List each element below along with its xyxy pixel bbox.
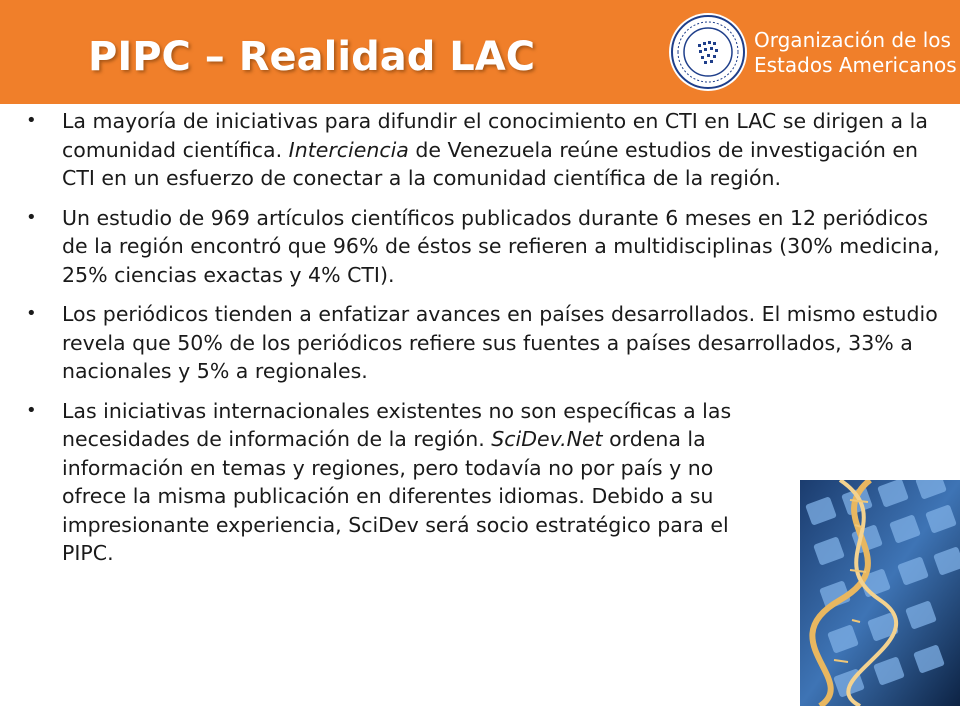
bullet-icon: •	[26, 399, 37, 421]
bullet-text: La mayoría de iniciativas para difundir el conocimiento en CTI en LAC se dirigen a la comunidad científica.	[62, 109, 928, 162]
list-item	[26, 107, 946, 193]
bullet-icon: •	[26, 303, 37, 324]
org-name-line2: Estados Americanos	[754, 53, 957, 77]
bullet-italic: Interciencia	[288, 137, 409, 162]
slide-header	[0, 0, 960, 104]
slide-title: PIPC – Realidad LAC	[88, 34, 536, 80]
org-name-line1: Organización de los	[754, 28, 951, 52]
bullet-italic: SciDev.Net	[491, 427, 603, 451]
bullet-text: Un estudio de 969 artículos científicos publicados durante 6 meses en 12 periódicos de la región encontró que 96% de éstos se refieren a multidisciplinas (30% medicina, 25% ciencias exactas y 4% CTI).	[62, 205, 940, 287]
bullet-text: de Venezuela reúne estudios de investigación en CTI en un esfuerzo de conectar a la comunidad científica de la región.	[62, 137, 918, 190]
oas-seal-icon	[668, 12, 748, 92]
list-item	[26, 204, 946, 290]
bullet-text: ordena la información en temas y regiones, pero todavía no por país y no ofrece la misma publicación en diferentes idiomas. Debido a su impresionante experiencia, SciDev será socio estratégico para el PIPC.	[62, 427, 729, 565]
list-item	[26, 300, 946, 386]
bullet-icon: •	[26, 110, 37, 131]
bullet-text: Los periódicos tienden a enfatizar avances en países desarrollados. El mismo estudio revela que 50% de los periódicos refiere sus fuentes a países desarrollados, 33% a nacionales y 5% a regionales.	[62, 302, 938, 383]
org-name	[754, 28, 957, 78]
list-item	[26, 397, 782, 568]
bullet-text: Las iniciativas internacionales existentes no son específicas a las necesidades de información de la región.	[62, 398, 732, 451]
bullet-icon: •	[26, 206, 37, 228]
dna-keyboard-image	[800, 480, 960, 706]
